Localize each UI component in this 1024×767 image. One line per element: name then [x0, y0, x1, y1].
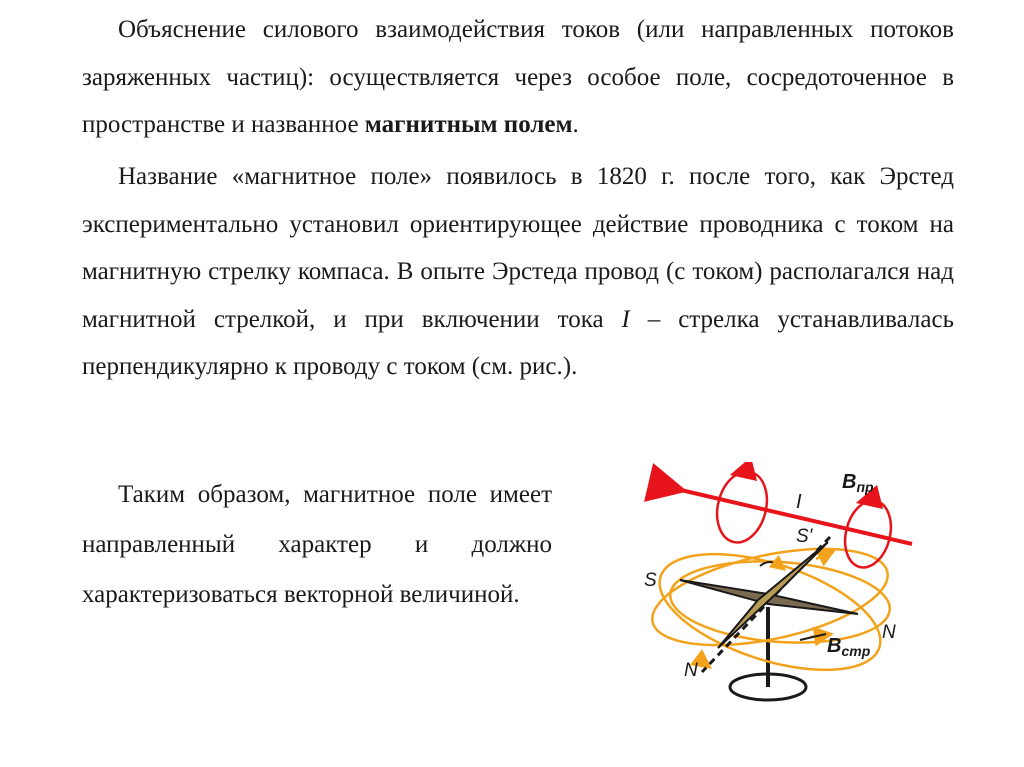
label-s-prime: S' — [796, 526, 813, 547]
paragraph-conclusion: Таким образом, магнитное поле имеет направленный характер и должно характеризоваться векторной величиной. — [82, 481, 552, 608]
oersted-experiment-figure — [630, 462, 930, 722]
label-b-wire: $B_{пр}$ — [842, 471, 874, 495]
paragraph1-text: Объяснение силового взаимодействия токов (или направленных потоков заряженных частиц): осуществляется через особое поле, сосредоточенное в пространстве и названное — [82, 16, 954, 138]
wire-field-loop — [710, 466, 774, 547]
magnetic-field-term: магнитным полем — [364, 111, 573, 138]
label-current: I — [796, 491, 802, 513]
paragraph2-text: Название «магнитное поле» появилось в 1820 г. после того, как Эрстед экспериментально установил ориентирующее действие проводника с током на магнитную стрелку компаса. В опыте Эрстеда провод (с током) располагался над магнитной стрелкой, и при включении тока — [82, 163, 954, 333]
paragraph-oersted-experiment — [82, 153, 954, 391]
field-direction-arrow — [816, 553, 828, 559]
label-n-bottom: N — [684, 660, 698, 681]
label-b-strelka: $B_{стр}$ — [827, 635, 871, 659]
paragraph2-end: – стрелка устанавливалась перпендикулярно к проводу с током (см. рис.). — [82, 305, 954, 380]
field-vector-pointer — [800, 634, 826, 640]
label-s: S — [644, 570, 657, 591]
current-symbol: I — [621, 305, 630, 333]
label-n-right: N — [882, 622, 896, 643]
paragraph1-end: . — [572, 111, 579, 138]
paragraph-field-explanation — [82, 6, 954, 149]
current-wire — [668, 487, 912, 544]
